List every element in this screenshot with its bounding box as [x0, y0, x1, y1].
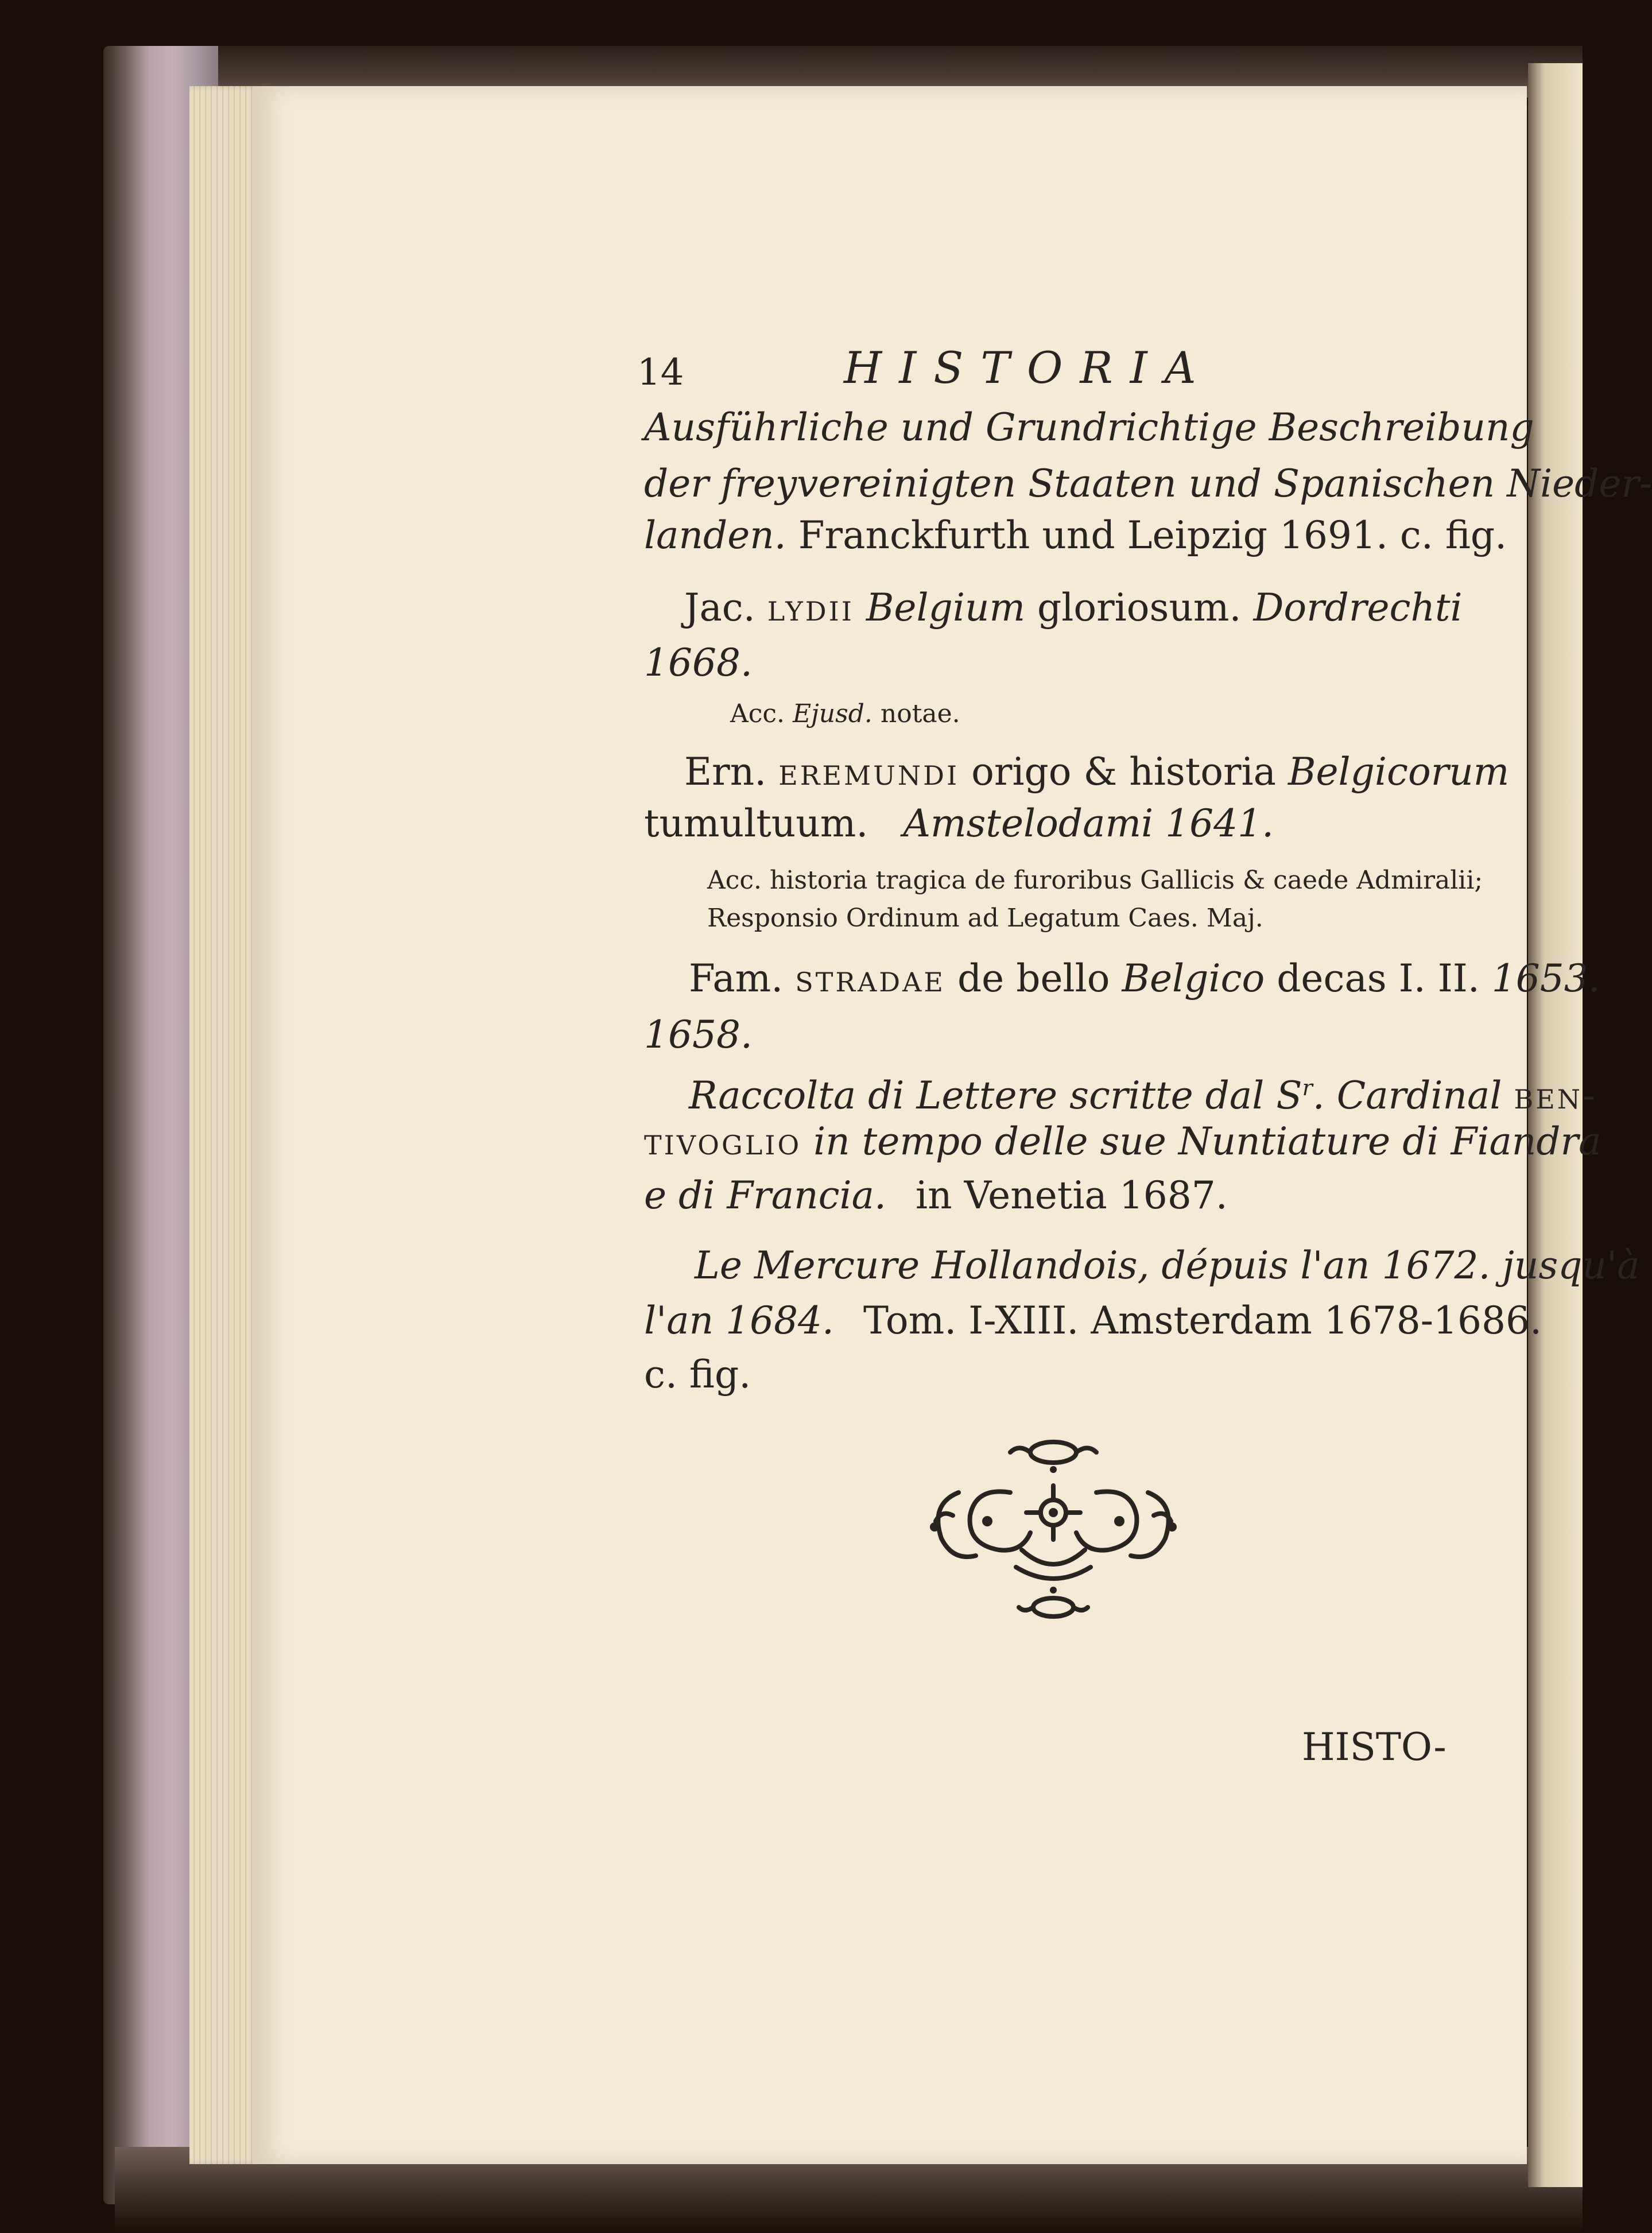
entry-1-place-fragment: landen.	[644, 513, 786, 557]
entry-2-prefix: Jac.	[684, 586, 755, 630]
entry-1-imprint: Franckfurth und Leipzig 1691. c. fig.	[798, 513, 1507, 557]
entry-5-title-start: Raccolta di Lettere scritte dal S	[689, 1073, 1302, 1118]
entry-2-place: Dordrechti	[1253, 586, 1463, 630]
entry-6-title-end: l'an 1684.	[644, 1298, 835, 1343]
entry-3-imprint: Amstelodami 1641.	[903, 801, 1274, 846]
entry-5-line-3	[644, 1173, 1228, 1218]
entry-3-prefix: Ern.	[684, 750, 767, 794]
page-block-edges	[189, 86, 258, 2164]
entry-4-year: 1653.	[1491, 956, 1600, 1001]
entry-4-title-italic: Belgico	[1122, 956, 1265, 1001]
entry-5-title-end: e di Francia.	[644, 1173, 886, 1218]
page-number: 14	[637, 351, 684, 394]
entry-6-line-1: Le Mercure Hollandois, dépuis l'an 1672. jusqu'à	[695, 1243, 1640, 1288]
entry-2-note	[730, 701, 960, 727]
entry-4-prefix: Fam.	[689, 956, 784, 1001]
entry-1-line-3	[644, 513, 1507, 557]
entry-5-title-sup: r	[1302, 1075, 1313, 1100]
entry-3-line-1	[684, 750, 1510, 794]
entry-2-note-end: notae.	[880, 699, 960, 728]
entry-3-note-2: Responsio Ordinum ad Legatum Caes. Maj.	[707, 904, 1263, 933]
entry-5-imprint: in Venetia 1687.	[915, 1173, 1228, 1218]
entry-5-author-end: tivoglio	[644, 1119, 802, 1164]
entry-4-title-roman: de bello	[957, 956, 1110, 1001]
entry-5-title-cont: in tempo delle sue Nuntiature di Fiandra	[813, 1119, 1601, 1164]
entry-3-line-2	[644, 801, 1274, 846]
entry-2-note-prefix: Acc.	[730, 699, 785, 728]
entry-6-line-2	[644, 1298, 1542, 1343]
entry-6-imprint: Tom. I-XIII. Amsterdam 1678-1686.	[863, 1298, 1542, 1343]
entry-2-line-1	[684, 586, 1463, 630]
entry-3-note-1: Acc. historia tragica de furoribus Gallicis & caede Admiralii;	[707, 866, 1483, 895]
entry-3-title-end: tumultuum.	[644, 801, 868, 846]
entry-2-note-italic: Ejusd.	[793, 699, 872, 728]
entry-5-author-start: ben-	[1514, 1073, 1598, 1118]
entry-5-line-2	[644, 1119, 1601, 1164]
fleuron-ornament-icon	[924, 1435, 1182, 1625]
entry-2-title-roman: gloriosum.	[1037, 586, 1242, 630]
entry-2-title-italic: Belgium	[866, 586, 1026, 630]
entry-1-line-1: Ausführliche und Grundrichtige Beschreibung	[644, 405, 1534, 449]
catchword: HISTO-	[1302, 1725, 1447, 1769]
running-title: HISTORIA	[844, 342, 1213, 393]
entry-1-line-2: der freyvereinigten Staaten und Spanischen Nieder-	[644, 462, 1652, 506]
entry-4-line-1	[689, 956, 1600, 1001]
entry-6-line-3: c. fig.	[644, 1352, 751, 1397]
entry-4-author: stradae	[795, 956, 945, 1001]
entry-2-author: lydii	[767, 586, 854, 630]
entry-2-year: 1668.	[644, 641, 753, 685]
entry-3-title-roman: origo & historia	[971, 750, 1276, 794]
entry-4-year-2: 1658.	[644, 1013, 753, 1057]
entry-4-decas: decas I. II.	[1277, 956, 1480, 1001]
entry-5-title-mid: . Cardinal	[1312, 1073, 1502, 1118]
entry-3-title-italic: Belgicorum	[1288, 750, 1510, 794]
entry-3-author: eremundi	[778, 750, 960, 794]
entry-5-line-1	[689, 1069, 1598, 1118]
